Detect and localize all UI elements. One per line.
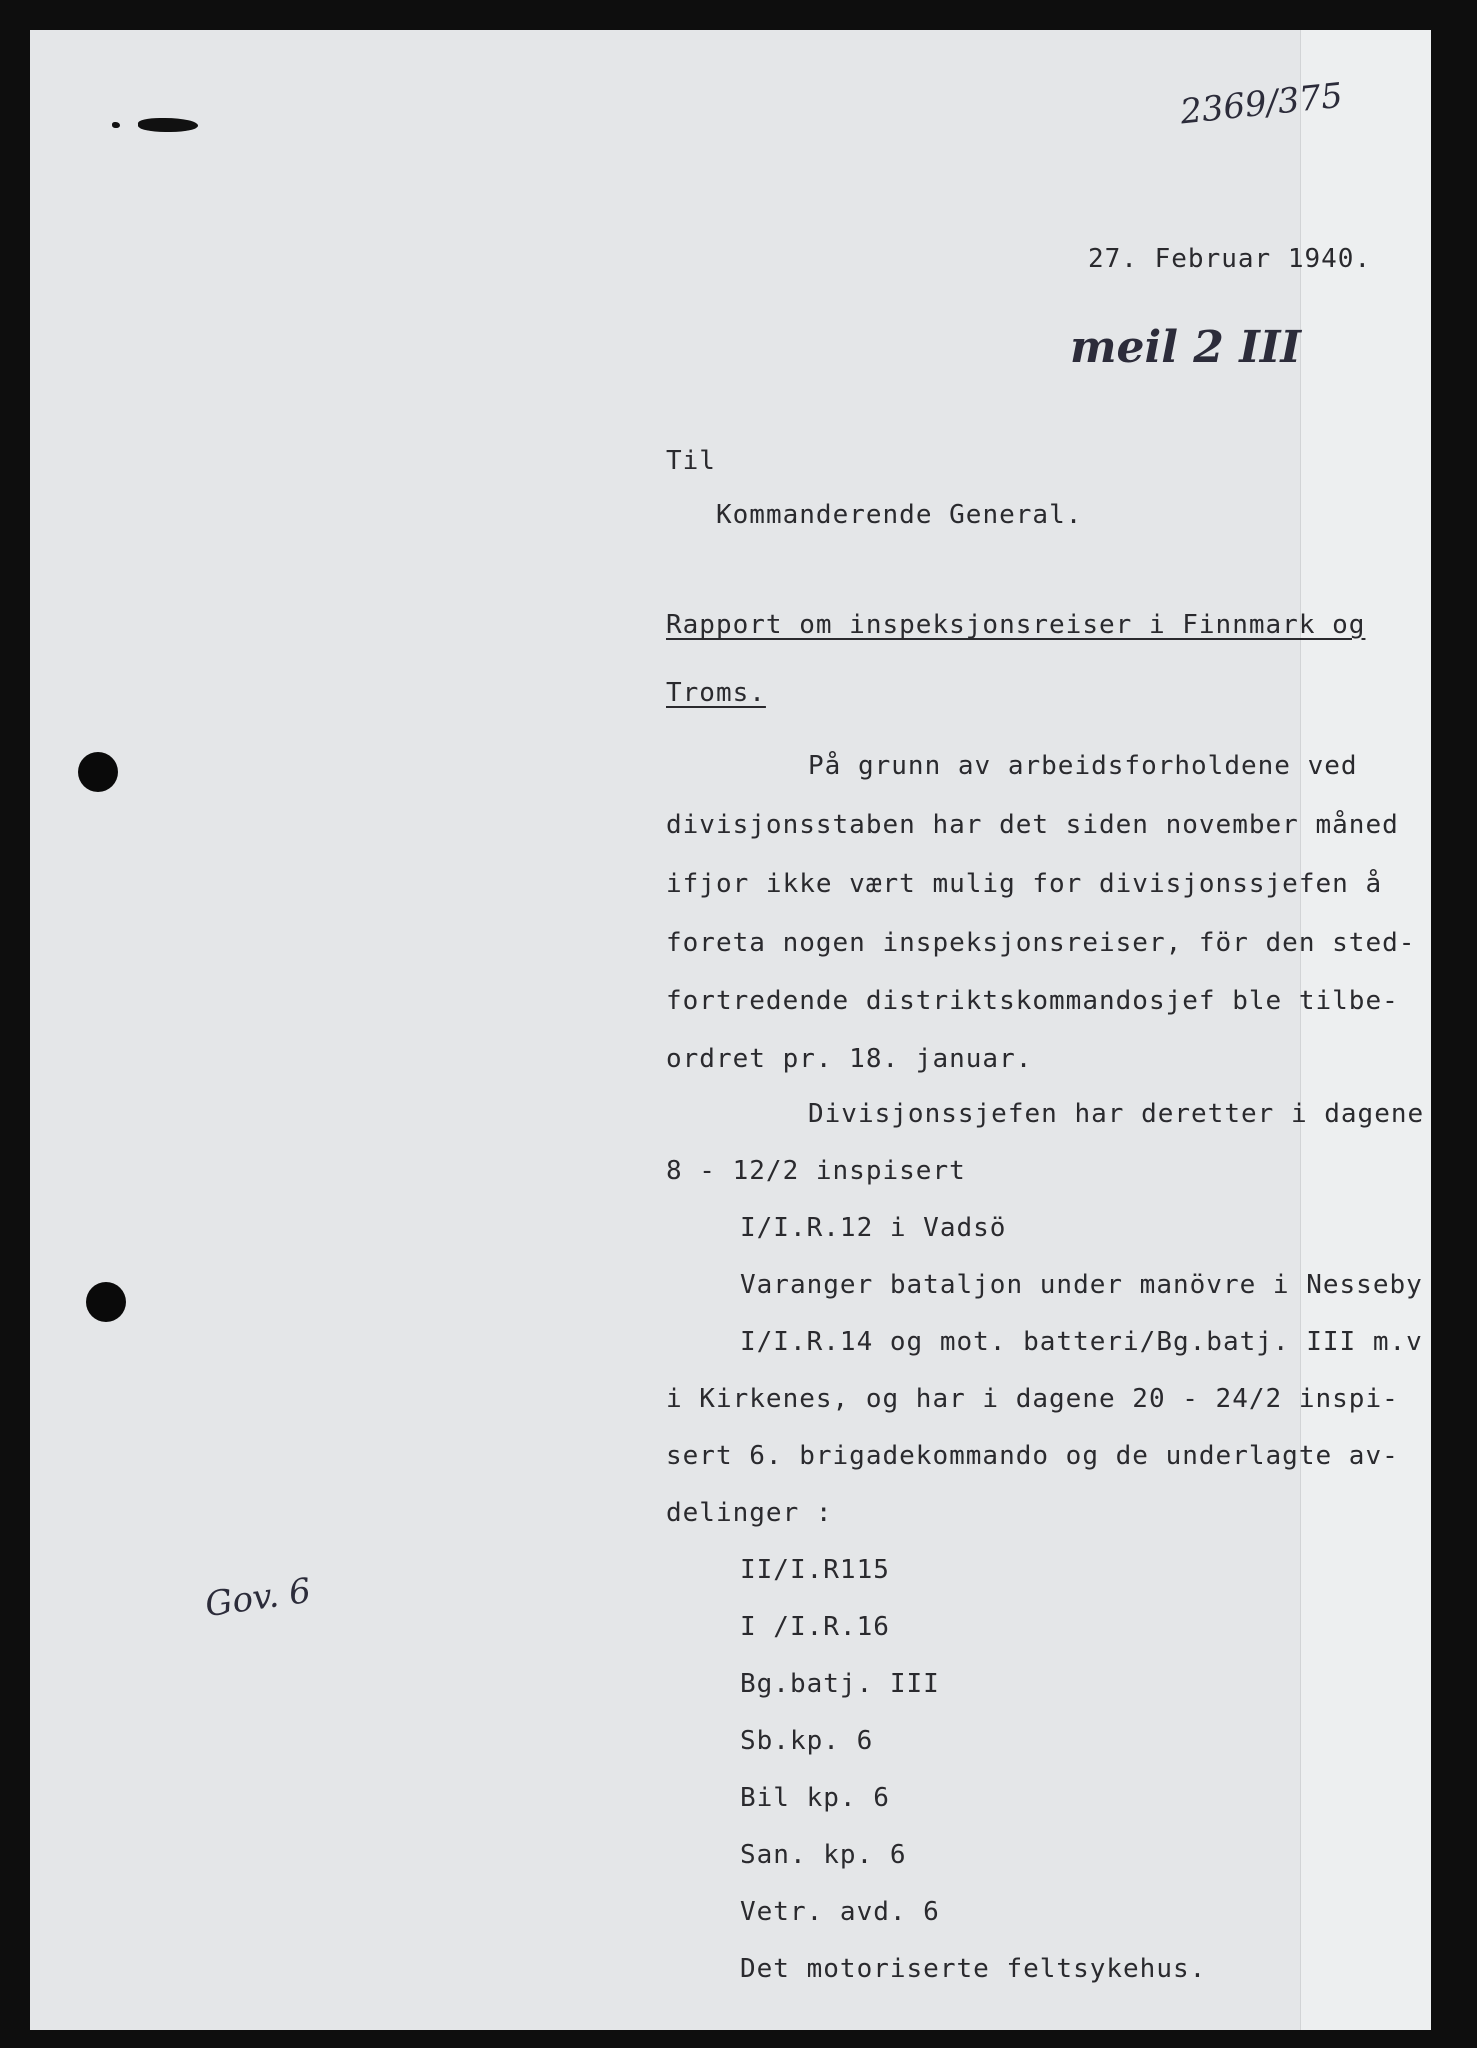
margin-note: Gov. 6 [202, 1570, 314, 1626]
inspection-item: Varanger bataljon under manövre i Nesseby [740, 1270, 1423, 1300]
paper-edge-strip [1300, 30, 1431, 2030]
archive-number: 2369/375 [1178, 75, 1345, 133]
punch-hole-top [78, 752, 118, 792]
paragraph-1-line: På grunn av arbeidsforholdene ved [808, 751, 1358, 781]
paragraph-2-cont-line: sert 6. brigadekommando og de underlagte av- [666, 1441, 1399, 1471]
handwritten-note: meil 2 III [1070, 322, 1301, 373]
ink-dot [112, 122, 120, 128]
paragraph-1-line: ordret pr. 18. januar. [666, 1044, 1033, 1074]
unit-item: Det motoriserte feltsykehus. [740, 1954, 1207, 1984]
unit-item: Sb.kp. 6 [740, 1726, 874, 1756]
recipient-line-1: Til [666, 446, 716, 476]
unit-item: Vetr. avd. 6 [740, 1897, 940, 1927]
unit-item: Bg.batj. III [740, 1669, 940, 1699]
recipient-line-2: Kommanderende General. [716, 500, 1083, 530]
subject-line-1: Rapport om inspeksjonsreiser i Finnmark og [666, 610, 1366, 640]
paragraph-2-line: Divisjonssjefen har deretter i dagene [808, 1099, 1425, 1129]
ink-blot [138, 118, 198, 132]
paragraph-2-line: 8 - 12/2 inspisert [666, 1156, 966, 1186]
unit-item: II/I.R115 [740, 1555, 890, 1585]
paragraph-2-cont-line: i Kirkenes, og har i dagene 20 - 24/2 inspi- [666, 1384, 1399, 1414]
unit-item: San. kp. 6 [740, 1840, 907, 1870]
date-line: 27. Februar 1940. [1088, 244, 1372, 274]
inspection-item: I/I.R.14 og mot. batteri/Bg.batj. III m.v [740, 1327, 1423, 1357]
paragraph-1-line: divisjonsstaben har det siden november måned [666, 810, 1399, 840]
paragraph-1-line: ifjor ikke vært mulig for divisjonssjefen å [666, 869, 1383, 899]
paragraph-1-line: foreta nogen inspeksjonsreiser, för den sted- [666, 928, 1416, 958]
unit-item: Bil kp. 6 [740, 1783, 890, 1813]
paragraph-2-cont-line: delinger : [666, 1498, 833, 1528]
paragraph-1-line: fortredende distriktskommandosjef ble tilbe- [666, 986, 1399, 1016]
unit-item: I /I.R.16 [740, 1612, 890, 1642]
punch-hole-bottom [86, 1282, 126, 1322]
subject-line-2: Troms. [666, 678, 766, 708]
inspection-item: I/I.R.12 i Vadsö [740, 1213, 1007, 1243]
